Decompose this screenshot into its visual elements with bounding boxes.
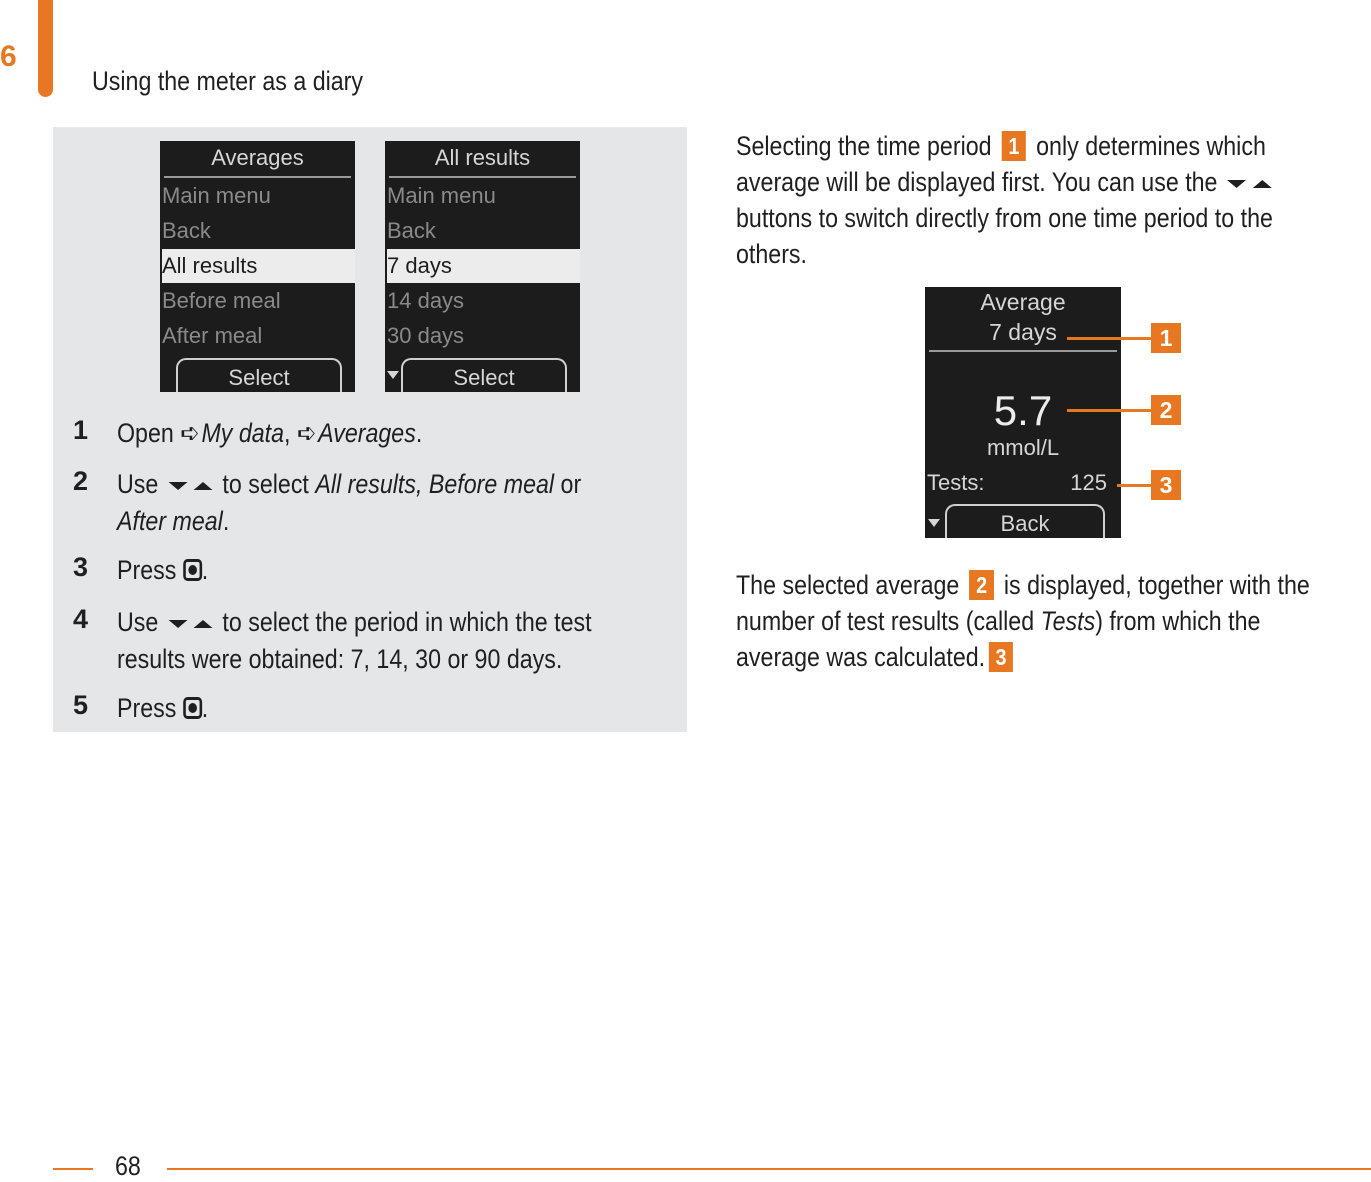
meter-screen-all-results [385, 141, 580, 392]
screen-select-button: Select [176, 358, 342, 392]
average-value: 5.7 [993, 387, 1053, 434]
screen-title: All results [434, 145, 531, 170]
chapter-tab [38, 0, 53, 97]
menu-item-14-days: 14 days [387, 288, 465, 313]
screen-title: Averages [211, 145, 304, 170]
up-button-icon [1253, 180, 1272, 188]
footer-rule-left [53, 1168, 93, 1170]
step-text: Use to select All results, Before meal or After meal. [117, 469, 582, 536]
meter-screen-average-display [925, 287, 1121, 538]
scroll-down-indicator-icon [928, 519, 940, 527]
page-number: 68 [115, 1151, 141, 1181]
footer-rule-right [167, 1168, 1371, 1170]
step-text: Open ➪My data, ➪Averages. [117, 415, 633, 452]
screen-divider [164, 176, 351, 178]
step-number: 2 [73, 466, 89, 496]
menu-path-arrow-icon: ➪ [296, 418, 317, 448]
menu-item-7-days: 7 days [387, 249, 580, 283]
step-number: 3 [73, 552, 89, 582]
callout-badge: 2 [969, 570, 994, 600]
step-text: Press . [117, 555, 209, 585]
step-text: Press . [117, 693, 209, 723]
screen-title-period: 7 days [989, 319, 1057, 345]
chapter-number: 6 [0, 40, 17, 73]
down-button-icon [168, 482, 187, 490]
callout-2: 2 [1151, 395, 1181, 425]
callout-1: 1 [1151, 323, 1181, 353]
tests-value: 125 [1070, 470, 1107, 495]
step-number: 5 [73, 690, 89, 720]
menu-path-arrow-icon: ➪ [180, 418, 200, 448]
callout-3: 3 [1151, 470, 1181, 500]
meter-screen-averages [160, 141, 355, 392]
tests-label: Tests: [927, 470, 985, 495]
menu-item-main-menu: Main menu [162, 183, 271, 208]
average-unit: mmol/L [986, 435, 1060, 460]
screen-divider [929, 350, 1117, 352]
up-button-icon [194, 482, 213, 490]
screen-back-button: Back [945, 504, 1105, 538]
paragraph-time-period: Selecting the time period 1 only determines which average will be displayed first. You can use the buttons to switch directly from one time period to the others. [736, 131, 1273, 269]
menu-item-back: Back [387, 218, 436, 243]
menu-item-before-meal: Before meal [162, 288, 281, 313]
step-text: Use to select the period in which the test results were obtained: 7, 14, 30 or 90 days. [117, 607, 592, 674]
step-number: 1 [73, 415, 89, 445]
step-number: 4 [73, 604, 89, 634]
callout-line-2 [1067, 409, 1151, 412]
menu-item-after-meal: After meal [162, 323, 263, 348]
screen-title-average: Average [980, 289, 1066, 315]
down-button-icon [168, 620, 187, 628]
menu-item-30-days: 30 days [387, 323, 465, 348]
menu-item-back: Back [162, 218, 211, 243]
page-header-title: Using the meter as a diary [92, 66, 364, 96]
screen-divider [389, 176, 576, 178]
ok-button-icon [183, 697, 202, 719]
scroll-down-indicator-icon [387, 371, 399, 379]
callout-badge: 3 [989, 642, 1014, 672]
down-button-icon [1227, 180, 1246, 188]
callout-line-1 [1067, 337, 1151, 340]
paragraph-selected-average: The selected average 2 is displayed, together with the number of test results (called Tests) from which the average was calculated. 3 [736, 570, 1310, 672]
up-button-icon [194, 620, 213, 628]
menu-item-all-results: All results [162, 249, 355, 283]
ok-button-icon [183, 559, 202, 581]
callout-badge: 1 [1001, 131, 1026, 161]
menu-item-main-menu: Main menu [387, 183, 496, 208]
screen-select-button: Select [401, 358, 567, 392]
steps-panel [53, 127, 687, 732]
callout-line-3 [1117, 484, 1151, 487]
